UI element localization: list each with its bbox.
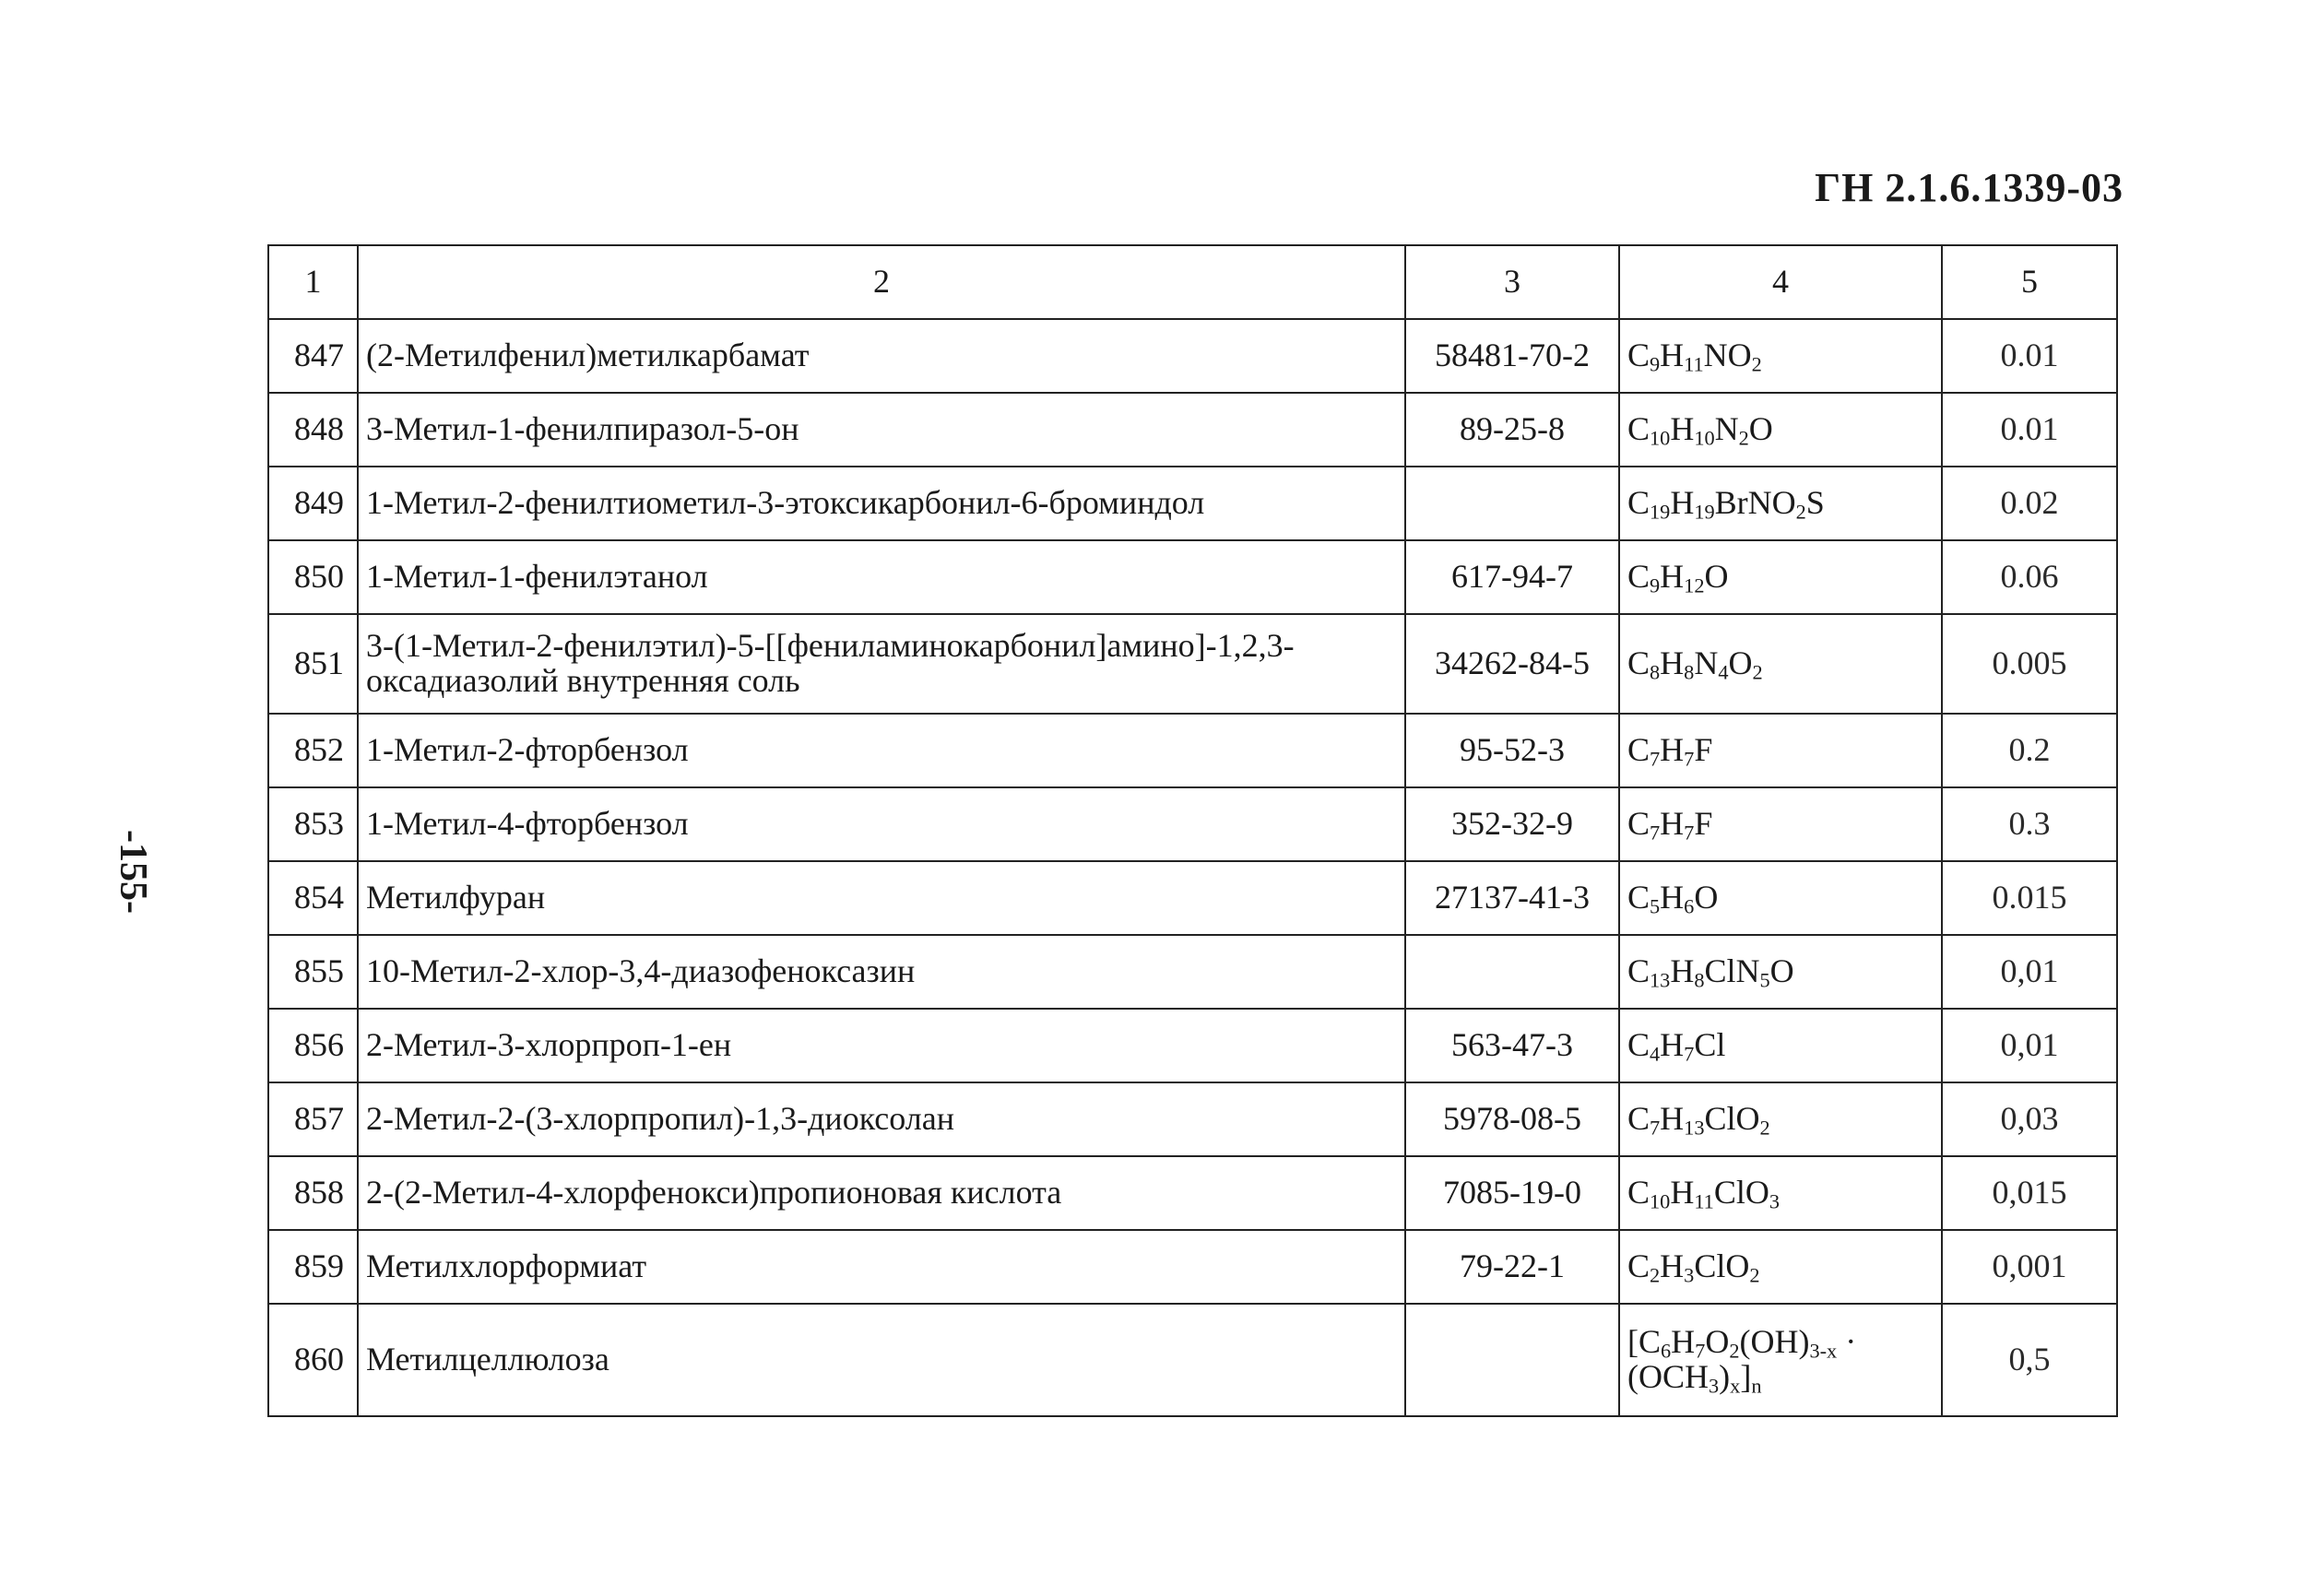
concentration-value: 0.01: [1942, 319, 2117, 393]
row-number: 860: [268, 1304, 358, 1416]
row-number: 858: [268, 1156, 358, 1230]
chemical-formula: $C_7H_7F$: [1619, 714, 1942, 787]
cas-number: 27137-41-3: [1405, 861, 1619, 935]
concentration-value: 0,001: [1942, 1230, 2117, 1304]
table-row: [268, 861, 2117, 935]
concentration-value: 0.06: [1942, 540, 2117, 614]
concentration-value: 0,015: [1942, 1156, 2117, 1230]
concentration-value: 0,03: [1942, 1082, 2117, 1156]
chemical-formula: $C_9H_{11}NO_2$: [1619, 319, 1942, 393]
row-number: 852: [268, 714, 358, 787]
cas-number: [1405, 1304, 1619, 1416]
cas-number: 617-94-7: [1405, 540, 1619, 614]
row-number: 849: [268, 467, 358, 540]
header-col-2: 2: [358, 245, 1405, 319]
chemical-formula: $C_{19}H_{19}BrNO_2S$: [1619, 467, 1942, 540]
table-row: [268, 614, 2117, 714]
substance-name: 3-(1-Метил-2-фенилэтил)-5-[[фениламинокарбонил]амино]-1,2,3-оксадиазолий внутренняя соль: [358, 614, 1405, 714]
row-number: 850: [268, 540, 358, 614]
cas-number: 79-22-1: [1405, 1230, 1619, 1304]
concentration-value: 0.01: [1942, 393, 2117, 467]
table-row: [268, 714, 2117, 787]
substance-name: 1-Метил-2-фенилтиометил-3-этоксикарбонил-6-броминдол: [358, 467, 1405, 540]
substance-name: 2-Метил-3-хлорпроп-1-ен: [358, 1009, 1405, 1082]
table-row: [268, 1304, 2117, 1416]
table-row: [268, 935, 2117, 1009]
cas-number: 95-52-3: [1405, 714, 1619, 787]
concentration-value: 0.02: [1942, 467, 2117, 540]
concentration-value: 0,5: [1942, 1304, 2117, 1416]
row-number: 857: [268, 1082, 358, 1156]
substance-name: 2-(2-Метил-4-хлорфенокси)пропионовая кислота: [358, 1156, 1405, 1230]
row-number: 855: [268, 935, 358, 1009]
row-number: 851: [268, 614, 358, 714]
substance-name: 1-Метил-4-фторбензол: [358, 787, 1405, 861]
row-number: 859: [268, 1230, 358, 1304]
table-row: [268, 393, 2117, 467]
table-row: [268, 1009, 2117, 1082]
concentration-value: 0,01: [1942, 1009, 2117, 1082]
cas-number: [1405, 935, 1619, 1009]
concentration-value: 0.2: [1942, 714, 2117, 787]
row-number: 853: [268, 787, 358, 861]
chemical-formula: $C_7H_7F$: [1619, 787, 1942, 861]
concentration-value: 0.015: [1942, 861, 2117, 935]
chemical-formula: $C_{13}H_8ClN_5O$: [1619, 935, 1942, 1009]
chemical-formula: $C_{10}H_{11}ClO_3$: [1619, 1156, 1942, 1230]
substance-name: 3-Метил-1-фенилпиразол-5-он: [358, 393, 1405, 467]
table-row: [268, 1082, 2117, 1156]
table-header-row: [268, 245, 2117, 319]
substance-name: (2-Метилфенил)метилкарбамат: [358, 319, 1405, 393]
cas-number: 58481-70-2: [1405, 319, 1619, 393]
cas-number: 5978-08-5: [1405, 1082, 1619, 1156]
chemical-formula: $C_4H_7Cl$: [1619, 1009, 1942, 1082]
substance-name: 2-Метил-2-(3-хлорпропил)-1,3-диоксолан: [358, 1082, 1405, 1156]
cas-number: 89-25-8: [1405, 393, 1619, 467]
cas-number: [1405, 467, 1619, 540]
concentration-value: 0.005: [1942, 614, 2117, 714]
substance-name: 1-Метил-1-фенилэтанол: [358, 540, 1405, 614]
chemical-formula: $C_{10}H_{10}N_2O$: [1619, 393, 1942, 467]
cas-number: 34262-84-5: [1405, 614, 1619, 714]
substance-name: Метилцеллюлоза: [358, 1304, 1405, 1416]
document-code: ГН 2.1.6.1339-03: [1815, 165, 2124, 210]
chemical-formula: $C_2H_3ClO_2$: [1619, 1230, 1942, 1304]
header-col-5: 5: [1942, 245, 2117, 319]
substances-table: [267, 244, 2118, 1417]
chemical-formula: [$C_6H_7O_2(OH)_{3-x}$ · $(OCH_3)_x]_n$: [1619, 1304, 1942, 1416]
table-row: [268, 787, 2117, 861]
header-col-4: 4: [1619, 245, 1942, 319]
row-number: 848: [268, 393, 358, 467]
substance-name: 10-Метил-2-хлор-3,4-диазофеноксазин: [358, 935, 1405, 1009]
chemical-formula: $C_5H_6O$: [1619, 861, 1942, 935]
cas-number: 7085-19-0: [1405, 1156, 1619, 1230]
concentration-value: 0.3: [1942, 787, 2117, 861]
table-row: [268, 1230, 2117, 1304]
header-col-3: 3: [1405, 245, 1619, 319]
substance-name: 1-Метил-2-фторбензол: [358, 714, 1405, 787]
row-number: 854: [268, 861, 358, 935]
chemical-formula: $C_7H_{13}ClO_2$: [1619, 1082, 1942, 1156]
chemical-formula: $C_8H_8N_4O_2$: [1619, 614, 1942, 714]
row-number: 847: [268, 319, 358, 393]
chemical-formula: $C_9H_{12}O$: [1619, 540, 1942, 614]
table-body: [268, 319, 2117, 1416]
table-row: [268, 467, 2117, 540]
cas-number: 563-47-3: [1405, 1009, 1619, 1082]
substance-name: Метилфуран: [358, 861, 1405, 935]
substance-name: Метилхлорформиат: [358, 1230, 1405, 1304]
row-number: 856: [268, 1009, 358, 1082]
cas-number: 352-32-9: [1405, 787, 1619, 861]
concentration-value: 0,01: [1942, 935, 2117, 1009]
table-row: [268, 1156, 2117, 1230]
header-col-1: 1: [268, 245, 358, 319]
page-number: -155-: [112, 830, 154, 914]
table-row: [268, 319, 2117, 393]
table-row: [268, 540, 2117, 614]
